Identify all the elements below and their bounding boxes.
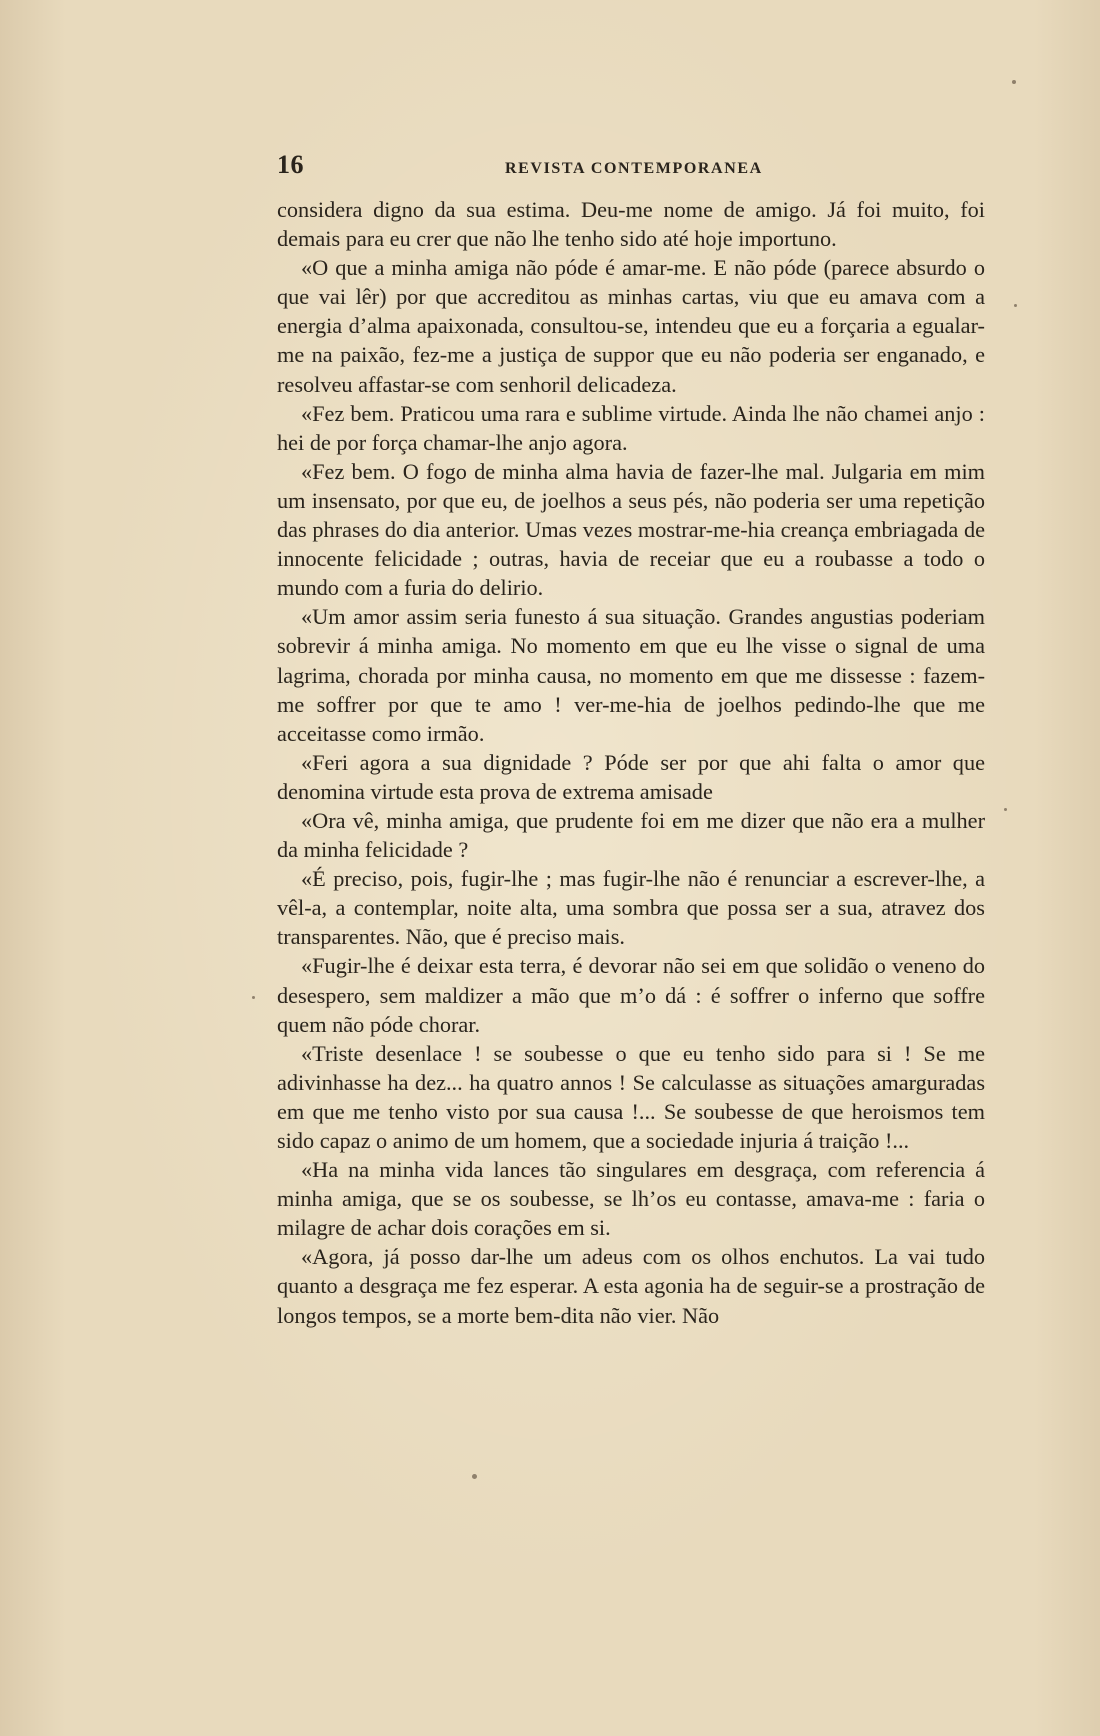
paragraph-7: «Ora vê, minha amiga, que prudente foi em me dizer que não era a mulher da minha felicidade ? [277,807,985,863]
paper-speck [252,996,255,999]
paragraph-11: «Ha na minha vida lances tão singulares em desgraça, com referencia á minha amiga, que se os soubesse, se lh’os eu contasse, amava-me : faria o milagre de achar dois corações em si. [277,1157,985,1241]
paper-speck [472,1474,477,1479]
paper-speck [1012,80,1016,84]
paragraph-4: «Fez bem. O fogo de minha alma havia de fazer-lhe mal. Julgaria em mim um insensato, por que eu, de joelhos a seus pés, não poderia ser uma repetição das phrases do dia anterior. Umas vezes mostrar-me-hia creança embriagada de innocente felicidade ; outras, havia de receiar que eu a roubasse a todo o mundo com a furia do delirio. [277,458,985,601]
paragraph-2: «O que a minha amiga não póde é amar-me. E não póde (parece absurdo o que vai lêr) por que accreditou as minhas cartas, viu que eu amava com a energia d’alma apaixonada, consultou-se, intendeu que eu a forçaria a egualar-me na paixão, fez-me a justiça de suppor que eu não poderia ser enganado, e resolveu affastar-se com senhoril delicadeza. [277,255,985,397]
paragraph-8: «É preciso, pois, fugir-lhe ; mas fugir-lhe não é renunciar a escrever-lhe, a vêl-a, a contemplar, noite alta, uma sombra que possa ser a sua, atravez dos transparentes. Não, que é preciso mais. [277,866,985,950]
page-header [277,150,993,184]
paragraph-5: «Um amor assim seria funesto á sua situação. Grandes angustias poderiam sobrevir á minha amiga. No momento em que eu lhe visse o signal de uma lagrima, chorada por minha causa, no momento em que me dissesse : fazem-me soffrer por que te amo ! ver-me-hia de joelhos pedindo-lhe que me acceitasse como irmão. [277,604,985,746]
running-title: REVISTA CONTEMPORANEA [505,160,763,177]
body-text [277,195,985,1330]
paper-speck [1014,304,1017,307]
paragraph-3: «Fez bem. Praticou uma rara e sublime virtude. Ainda lhe não chamei anjo : hei de por força chamar-lhe anjo agora. [277,400,985,455]
paragraph-6: «Feri agora a sua dignidade ? Póde ser por que ahi falta o amor que denomina virtude esta prova de extrema amisade [277,749,985,804]
paragraph-9: «Fugir-lhe é deixar esta terra, é devorar não sei em que solidão o veneno do desespero, sem maldizer a mão que m’o dá : é soffrer o inferno que soffre quem não póde chorar. [277,953,985,1037]
paragraph-12: «Agora, já posso dar-lhe um adeus com os olhos enchutos. La vai tudo quanto a desgraça me fez esperar. A esta agonia ha de seguir-se a prostração de longos tempos, se a morte bem-dita não vier. Não [277,1244,985,1328]
paragraph-1: considera digno da sua estima. Deu-me nome de amigo. Já foi muito, foi demais para eu crer que não lhe tenho sido até hoje importuno. [277,197,985,252]
paragraph-10: «Triste desenlace ! se soubesse o que eu tenho sido para si ! Se me adivinhasse ha dez... ha quatro annos ! Se calculasse as situações amarguradas em que me tenho visto por sua causa !... Se soubesse de que heroismos tem sido capaz o animo de um homem, que a sociedade injuria á traição !... [277,1040,985,1153]
paper-speck [1004,808,1007,811]
page-number: 16 [277,150,304,179]
